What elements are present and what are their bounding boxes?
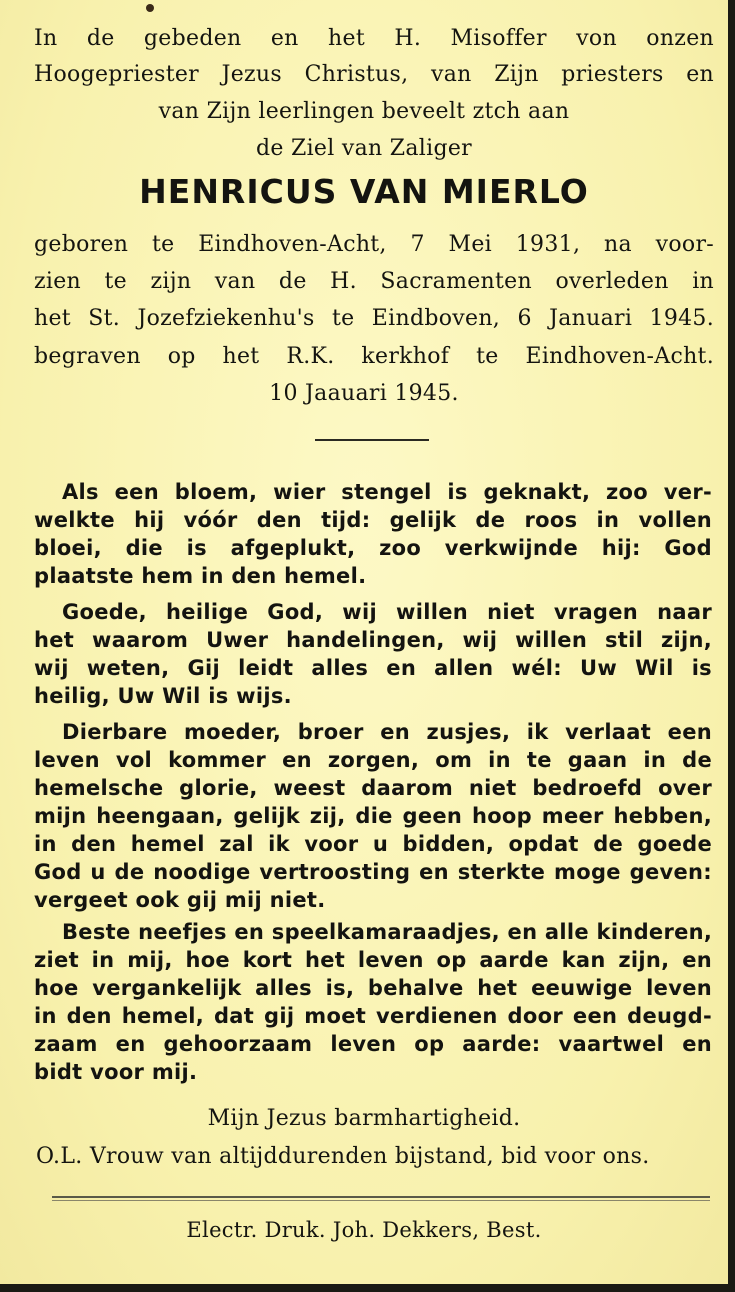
header-line-1: In de gebeden en het H. Misoffer von onzen (34, 26, 714, 51)
header-line-2: Hoogepriester Jezus Christus, van Zijn priesters en (34, 62, 714, 87)
bio-line-4: begraven op het R.K. kerkhof te Eindhoven-Acht. (34, 344, 714, 369)
text-line: God u de noodige vertroosting en sterkte moge geven: (34, 860, 712, 884)
text-line: mijn heengaan, gelijk zij, die geen hoop meer hebben, (34, 804, 712, 828)
bio-line-3: het St. Jozefziekenhu's te Eindboven, 6 Januari 1945. (34, 306, 714, 331)
text-line: wij weten, Gij leidt alles en allen wél: Uw Wil is (34, 656, 712, 680)
header-line-4: de Ziel van Zaliger (256, 136, 472, 161)
text-line: bidt voor mij. (34, 1060, 198, 1084)
text-line: plaatste hem in den hemel. (34, 564, 367, 588)
text-line: heilig, Uw Wil is wijs. (34, 684, 292, 708)
text-line: in den hemel zal ik voor u bidden, opdat de goede (34, 832, 712, 856)
deceased-name: HENRICUS VAN MIERLO (139, 172, 589, 211)
bio-line-5: 10 Jaauari 1945. (269, 381, 459, 406)
text-line: Beste neefjes en speelkamaraadjes, en alle kinderen, (62, 920, 713, 944)
text-line: hoe vergankelijk alles is, behalve het eeuwige leven (34, 976, 712, 1000)
bio-line-2: zien te zijn van de H. Sacramenten overleden in (34, 269, 714, 294)
text-line: het waarom Uwer handelingen, wij willen stil zijn, (34, 628, 712, 652)
text-line: Als een bloem, wier stengel is geknakt, zoo ver- (62, 480, 712, 504)
text-line: welkte hij vóór den tijd: gelijk de roos in vollen (34, 508, 712, 532)
footer-rule-thin (52, 1200, 710, 1201)
divider (315, 439, 429, 441)
prayer-2: O.L. Vrouw van altijddurenden bijstand, bid voor ons. (36, 1144, 650, 1169)
text-line: vergeet ook gij mij niet. (34, 888, 326, 912)
header-line-3: van Zijn leerlingen beveelt ztch aan (158, 99, 570, 124)
text-line: bloei, die is afgeplukt, zoo verkwijnde hij: God (34, 536, 712, 560)
prayer-1: Mijn Jezus barmhartigheid. (207, 1106, 521, 1131)
text-line: Goede, heilige God, wij willen niet vragen naar (62, 600, 712, 624)
text-line: hemelsche glorie, weest daarom niet bedroefd over (34, 776, 712, 800)
printer-credit: Electr. Druk. Joh. Dekkers, Best. (186, 1218, 542, 1242)
text-line: zaam en gehoorzaam leven op aarde: vaartwel en (34, 1032, 712, 1056)
text-line: leven vol kommer en zorgen, om in te gaan in de (34, 748, 712, 772)
footer-rule (52, 1196, 710, 1198)
text-line: Dierbare moeder, broer en zusjes, ik verlaat een (62, 720, 712, 744)
ink-dot (146, 4, 154, 12)
text-line: ziet in mij, hoe kort het leven op aarde kan zijn, en (34, 948, 712, 972)
bio-line-1: geboren te Eindhoven-Acht, 7 Mei 1931, na voor- (34, 232, 714, 257)
text-line: in den hemel, dat gij moet verdienen door een deugd- (34, 1004, 712, 1028)
